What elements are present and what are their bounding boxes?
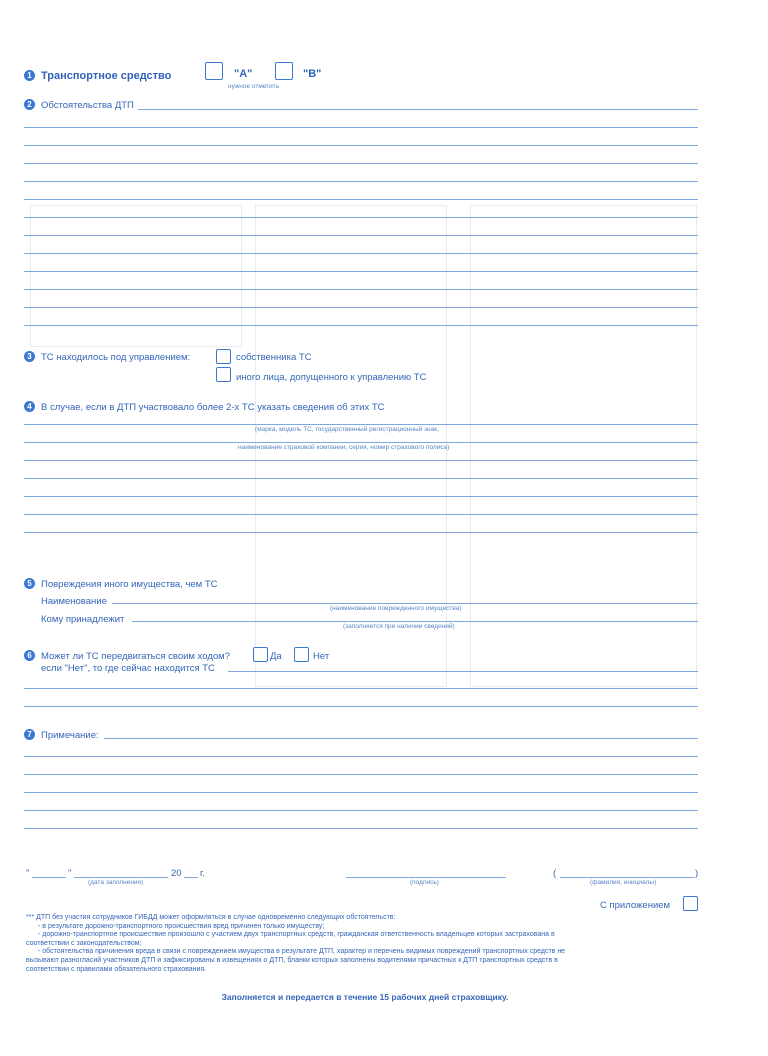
other-vehicles-line[interactable] <box>24 424 698 425</box>
vehicle-b-checkbox[interactable] <box>275 62 293 80</box>
circumstances-line[interactable] <box>24 271 698 272</box>
name-paren-close: ) <box>695 868 699 879</box>
vehicle-a-checkbox[interactable] <box>205 62 223 80</box>
other-vehicles-line[interactable] <box>24 442 698 443</box>
vehicle-location-line[interactable] <box>24 688 698 689</box>
property-owner-caption: (заполняется при наличии сведений) <box>343 623 455 630</box>
section-7-title: Примечание: <box>41 730 99 741</box>
circumstances-line[interactable] <box>24 127 698 128</box>
section-7-number: 7 <box>24 729 35 740</box>
section-2-title: Обстоятельства ДТП <box>41 100 134 111</box>
signature-caption: (подпись) <box>410 879 439 886</box>
footnote-block <box>26 914 700 974</box>
circumstances-line[interactable] <box>24 199 698 200</box>
property-owner-line[interactable] <box>132 621 698 622</box>
owner-label: собственника ТС <box>236 352 312 363</box>
date-year-suffix: г. <box>200 868 205 879</box>
footnote-line-3: - дорожно-транспортное происшествие произошло с участием двух транспортных средств, гражданская ответственность владельцев которых застрахована в <box>38 931 555 939</box>
property-name-label: Наименование <box>41 596 107 607</box>
section-2-number: 2 <box>24 99 35 110</box>
other-vehicles-line[interactable] <box>24 532 698 533</box>
section-6-title: Может ли ТС передвигаться своим ходом? <box>41 651 230 662</box>
owner-checkbox[interactable] <box>216 349 231 364</box>
can-move-yes-checkbox[interactable] <box>253 647 268 662</box>
section-5-title: Повреждения иного имущества, чем ТС <box>41 579 218 590</box>
remarks-line[interactable] <box>24 792 698 793</box>
name-paren-open: ( <box>553 868 557 879</box>
footnote-line-2: - в результате дорожно-транспортного происшествия вред причинен только имуществу; <box>38 922 325 930</box>
vehicle-location-line[interactable] <box>228 671 698 672</box>
section-3-title: ТС находилось под управлением: <box>41 352 191 363</box>
property-name-line[interactable] <box>112 603 698 604</box>
date-year-line[interactable] <box>184 877 198 878</box>
circumstances-line[interactable] <box>24 145 698 146</box>
other-vehicles-line[interactable] <box>24 496 698 497</box>
other-vehicles-line[interactable] <box>24 514 698 515</box>
vehicle-location-label: если "Нет", то где сейчас находится ТС <box>41 663 215 674</box>
other-driver-label: иного лица, допущенного к управлению ТС <box>236 372 427 383</box>
remarks-line[interactable] <box>24 756 698 757</box>
section-4-title: В случае, если в ДТП участвовало более 2-х ТС указать сведения об этих ТС <box>41 402 385 413</box>
footnote-line-7: соответствии с правилами обязательного страхования. <box>26 965 207 973</box>
circumstances-line[interactable] <box>24 181 698 182</box>
circumstances-line[interactable] <box>24 325 698 326</box>
section-6-number: 6 <box>24 650 35 661</box>
section-3-number: 3 <box>24 351 35 362</box>
section-4-number: 4 <box>24 401 35 412</box>
date-caption: (дата заполнения) <box>88 879 144 886</box>
footnote-line-6: вызывают разногласий участников ДТП и зафиксированы в извещениях о ДТП, бланки которых заполнены водителями причастных к ДТП транспортных средств в <box>26 956 558 964</box>
date-quote-mid: " <box>68 868 72 879</box>
submission-note: Заполняется и передается в течение 15 рабочих дней страховщику. <box>221 992 509 1002</box>
circumstances-line[interactable] <box>24 307 698 308</box>
date-quote-open: " <box>26 868 30 879</box>
property-name-caption: (наименование поврежденного имущества) <box>330 605 462 612</box>
property-owner-label: Кому принадлежит <box>41 614 125 625</box>
name-caption: (фамилия, инициалы) <box>590 879 657 886</box>
vehicle-location-line[interactable] <box>24 706 698 707</box>
can-move-no-checkbox[interactable] <box>294 647 309 662</box>
date-month-line[interactable] <box>74 877 168 878</box>
signature-line[interactable] <box>346 877 506 878</box>
other-vehicles-line[interactable] <box>24 460 698 461</box>
can-move-yes-label: Да <box>270 651 282 662</box>
circumstances-line[interactable] <box>24 217 698 218</box>
vehicle-b-label: "B" <box>303 68 322 80</box>
other-vehicles-caption-1: (марка, модель ТС, государственный регистрационный знак, <box>255 426 439 433</box>
date-year-prefix: 20 <box>171 868 182 879</box>
date-day-line[interactable] <box>32 877 66 878</box>
circumstances-line[interactable] <box>24 235 698 236</box>
remarks-line[interactable] <box>24 774 698 775</box>
vehicle-a-label: "A" <box>234 68 253 80</box>
attachment-label: С приложением <box>600 900 671 911</box>
circumstances-line[interactable] <box>24 289 698 290</box>
name-line[interactable] <box>560 877 694 878</box>
remarks-line[interactable] <box>104 738 698 739</box>
remarks-line[interactable] <box>24 828 698 829</box>
footnote-line-5: - обстоятельства причинения вреда в связи с повреждением имущества в результате ДТП, характер и перечень видимых повреждений транспортных средств не <box>38 948 566 956</box>
other-driver-checkbox[interactable] <box>216 367 231 382</box>
attachment-checkbox[interactable] <box>683 896 698 911</box>
remarks-line[interactable] <box>24 810 698 811</box>
section-1-title: Транспортное средство <box>41 70 172 82</box>
section-1-number: 1 <box>24 70 35 81</box>
section-5-number: 5 <box>24 578 35 589</box>
circumstances-line[interactable] <box>138 109 698 110</box>
can-move-no-label: Нет <box>313 651 330 662</box>
footnote-line-1: *** ДТП без участия сотрудников ГИБДД может оформляться в случае одновременно следующих обстоятельств: <box>26 914 396 921</box>
circumstances-line[interactable] <box>24 253 698 254</box>
other-vehicles-line[interactable] <box>24 478 698 479</box>
circumstances-line[interactable] <box>24 163 698 164</box>
select-hint: нужное отметить <box>228 83 280 90</box>
bleed-through-block <box>470 205 697 687</box>
other-vehicles-caption-2: наименование страховой компании, серия, номер страхового полиса) <box>238 444 450 451</box>
footnote-line-4: соответствии с законодательством; <box>26 939 142 947</box>
